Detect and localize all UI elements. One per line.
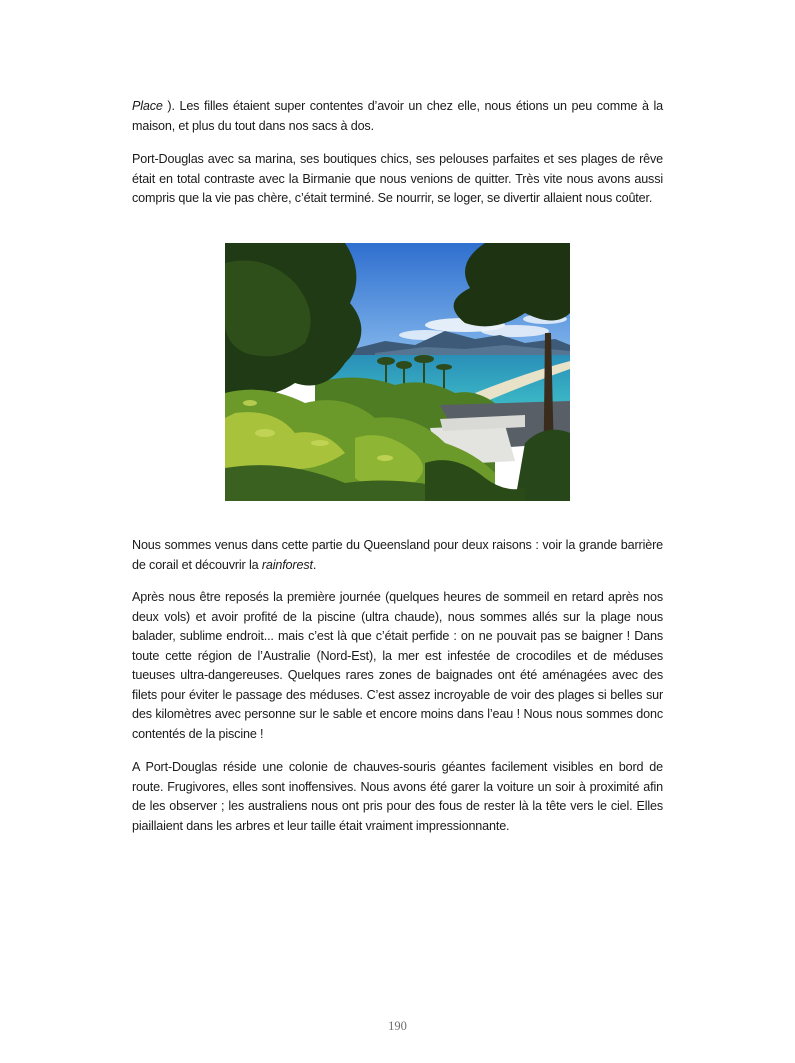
italic-place-word: Place	[132, 99, 163, 113]
right-tree	[454, 243, 570, 326]
paragraph-continuation	[132, 97, 663, 136]
paragraph-port-douglas	[132, 150, 663, 209]
italic-rainforest-word: rainforest	[261, 557, 313, 572]
paragraph-text: Nous sommes venus dans cette partie du Queensland pour deux raisons : voir la grande barrière de corail et découvrir la	[132, 538, 663, 572]
port-douglas-photo	[225, 243, 570, 501]
paragraph-beach	[132, 588, 663, 744]
paragraph-text: A Port-Douglas réside une colonie de chauves-souris géantes facilement visibles en bord de route. Frugivores, elles sont inoffensives. Nous avons été garer la voiture un soir à proximité afin de les observer ; les australiens nous ont pris pour des fous de rester là la tête vers le ciel. Elles piaillaient dans les arbres et leur taille était vraiment impressionnante.	[132, 760, 663, 833]
paragraph-queensland	[132, 536, 663, 575]
paragraph-bats	[132, 758, 663, 836]
paragraph-end: .	[312, 557, 317, 572]
paragraph-text: ). Les filles étaient super contentes d’avoir un chez elle, nous étions un peu comme à la maison, et plus du tout dans nos sacs à dos.	[132, 99, 663, 133]
paragraph-text: Port-Douglas avec sa marina, ses boutiques chics, ses pelouses parfaites et ses plages de rêve était en total contraste avec la Birmanie que nous venions de quitter. Très vite nous avons aussi compris que la vie pas chère, c’était terminé. Se nourrir, se loger, se divertir allaient nous coûter.	[132, 152, 663, 205]
page-number: 190	[388, 1019, 407, 1033]
paragraph-text: Après nous être reposés la première journée (quelques heures de sommeil en retard après nos deux vols) et avoir profité de la piscine (ultra chaude), nous sommes allés sur la plage nous balader, sublime endroit... mais c’est là que c’était perfide : on ne pouvait pas se baigner ! Dans toute cette région de l’Australie (Nord-Est), la mer est infestée de crocodiles et de méduses tueuses ultra-dangereuses. Quelques rares zones de baignades ont été aménagées avec des filets pour éviter le passage des méduses. C’est assez incroyable de voir des plages si belles sur des kilomètres avec personne sur le sable et encore moins dans l’eau ! Nous nous sommes donc contentés de la piscine !	[132, 590, 663, 741]
